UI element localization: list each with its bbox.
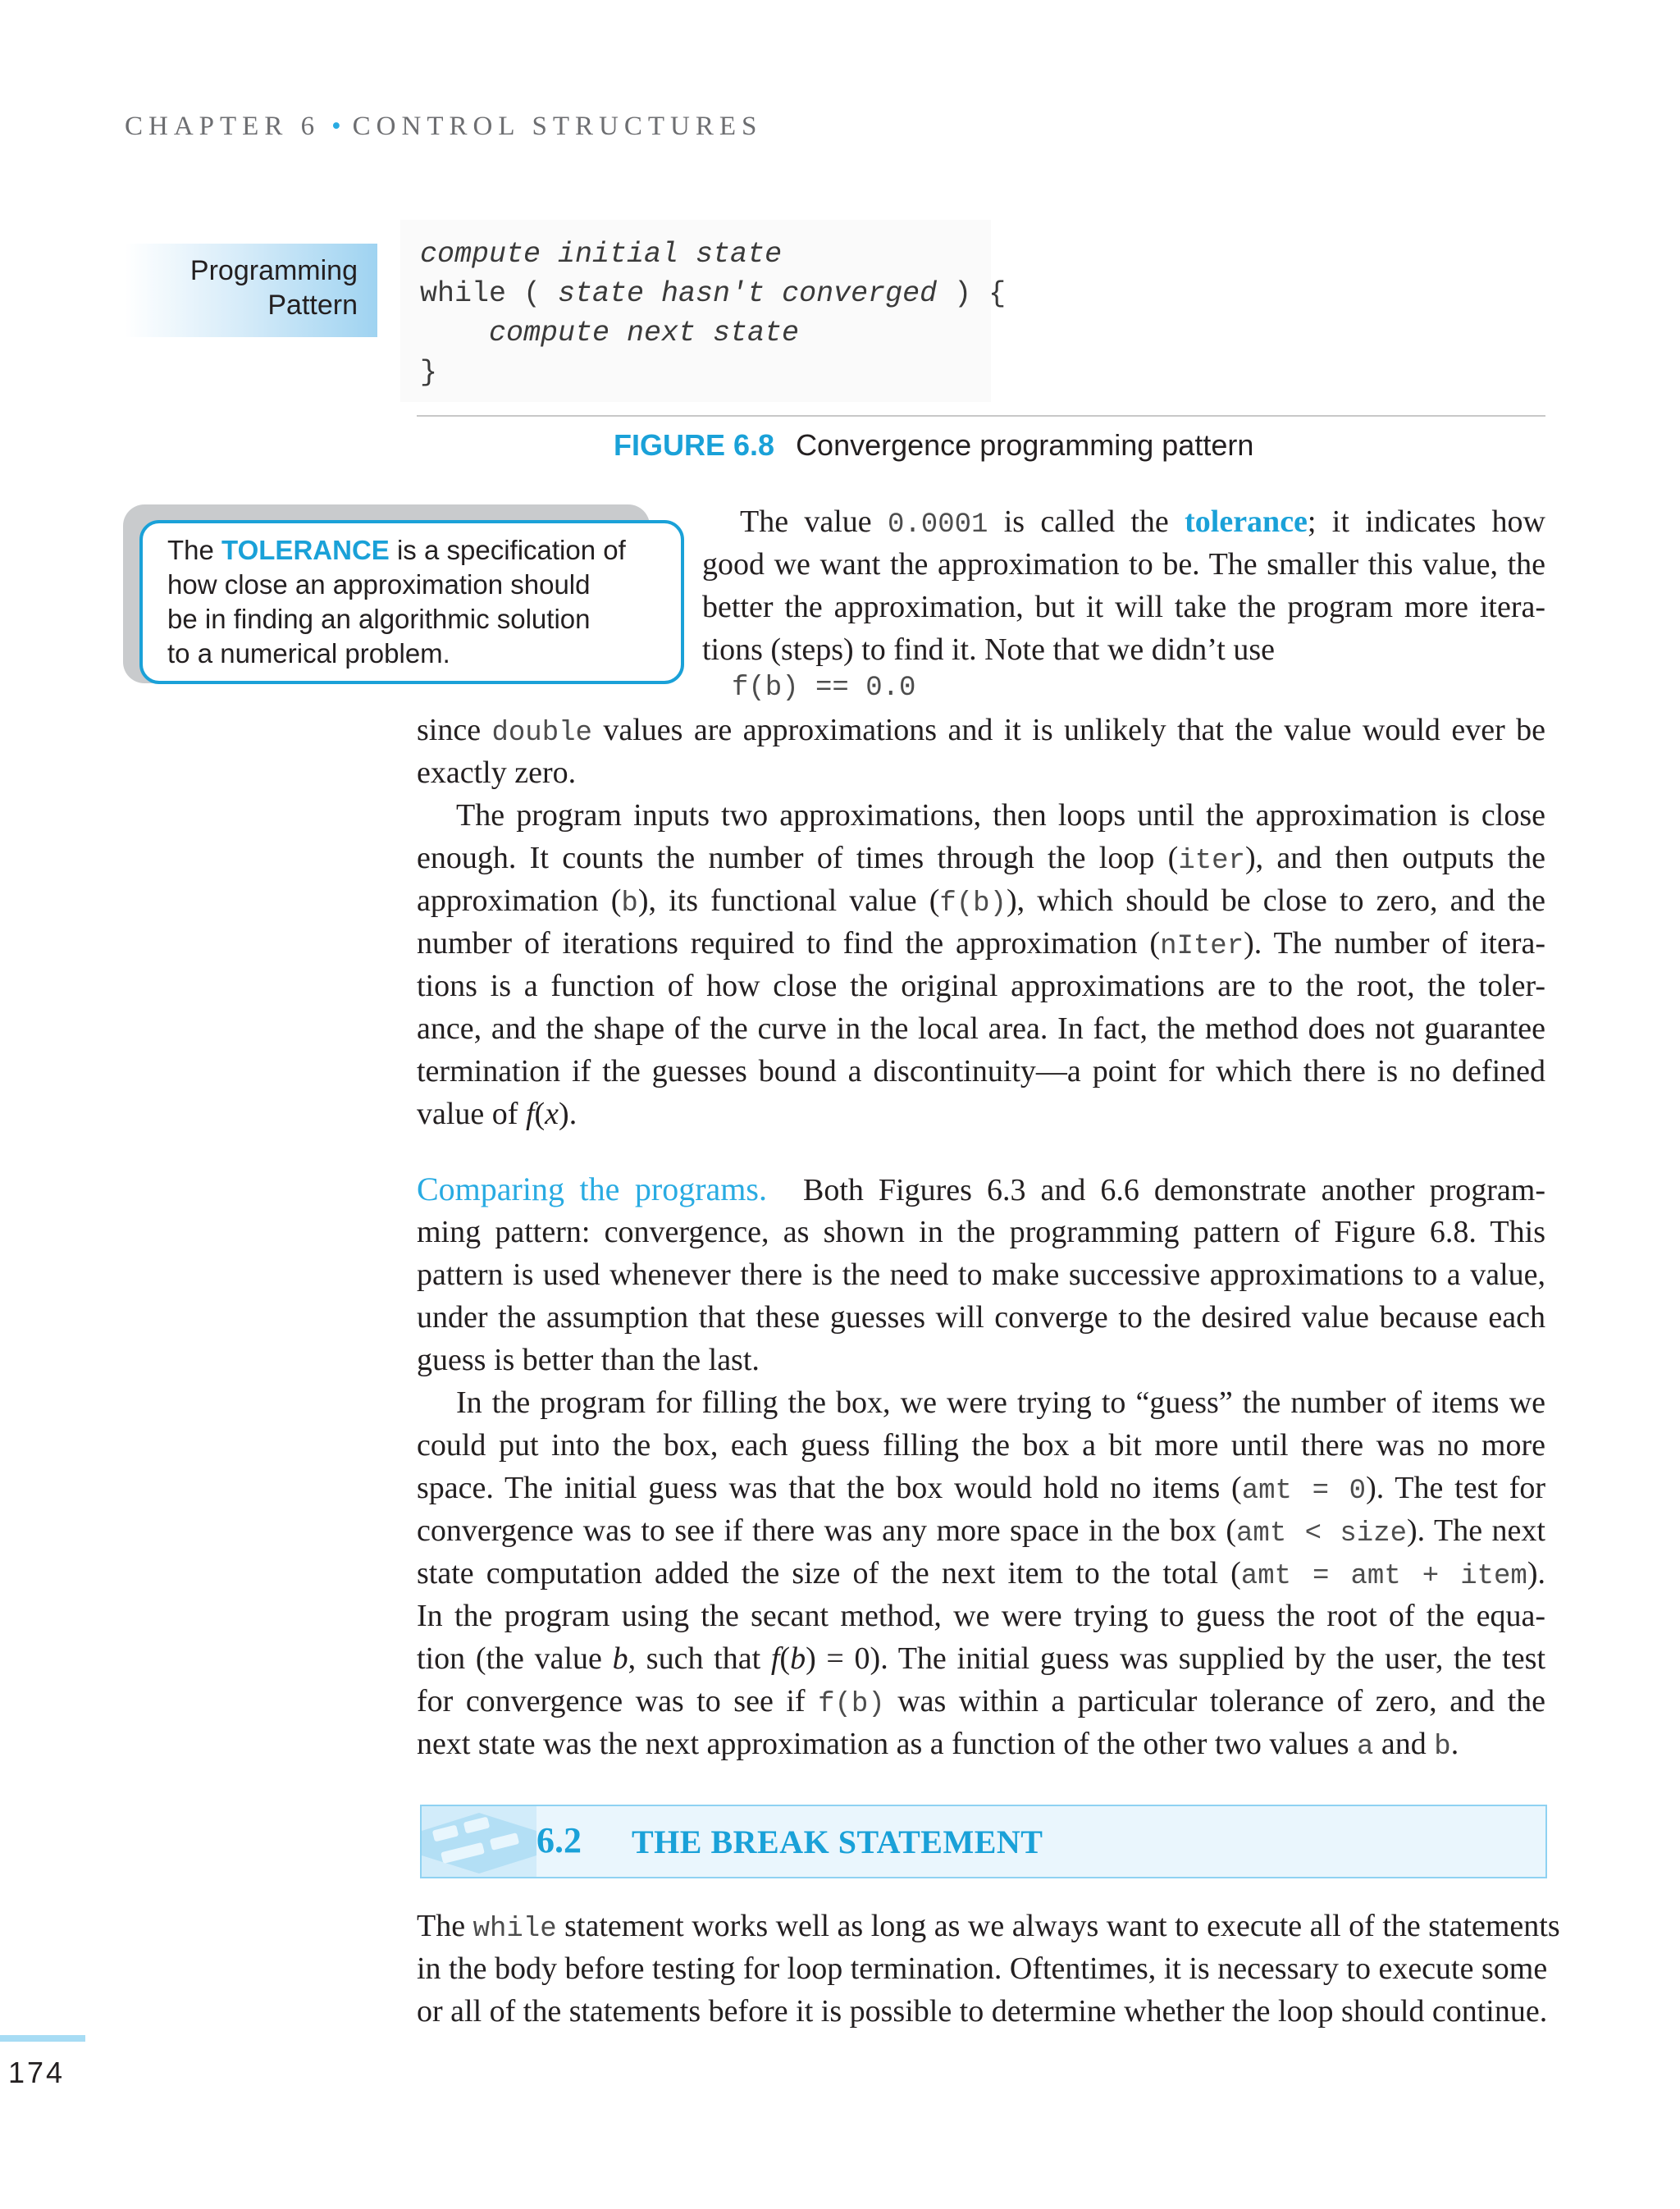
para1-line-6: exactly zero. <box>417 755 577 790</box>
para4-line-2: could put into the box, each guess filling the box a bit more until there was no more <box>417 1428 1545 1463</box>
callout-text: is a specification of <box>389 535 626 565</box>
code-open-brace: ) { <box>937 277 1007 310</box>
para5-line-3: or all of the statements before it is possible to determine whether the loop should continue. <box>417 1994 1548 2029</box>
tolerance-definition-callout <box>139 520 684 684</box>
section-title: THE BREAK STATEMENT <box>632 1823 1043 1860</box>
para3-line-2: ming pattern: convergence, as shown in the programming pattern of Figure 6.8. This <box>417 1215 1545 1249</box>
running-head-separator: • <box>331 112 341 141</box>
para4-line-4: convergence was to see if there was any more space in the box (amt < size). The next <box>417 1513 1545 1549</box>
para1-line-3: better the approximation, but it will take the program more itera- <box>702 590 1545 624</box>
para4-line-6: In the program using the secant method, we were trying to guess the root of the equa- <box>417 1599 1545 1633</box>
programming-pattern-tab <box>125 244 377 337</box>
callout-line-3: be in finding an algorithmic solution <box>167 604 591 634</box>
code-line-4: } <box>420 356 438 389</box>
running-head <box>125 112 762 142</box>
para4-line-9: next state was the next approximation as a function of the other two values a and b. <box>417 1727 1459 1763</box>
para1-line-4: tions (steps) to find it. Note that we didn’t use <box>702 632 1275 667</box>
para2-line-3: approximation (b), its functional value (f(b)), which should be close to zero, and the <box>417 883 1546 920</box>
keyboard-icon <box>422 1806 536 1877</box>
para3-line-5: guess is better than the last. <box>417 1343 760 1377</box>
para2-line-7: termination if the guesses bound a discontinuity—a point for which there is no defined <box>417 1054 1545 1089</box>
para4-line-8: for convergence was to see if f(b) was within a particular tolerance of zero, and the <box>417 1684 1545 1720</box>
figure-label: FIGURE 6.8 <box>614 428 775 462</box>
callout-line-4: to a numerical problem. <box>167 638 450 669</box>
para2-line-1: The program inputs two approximations, then loops until the approximation is close <box>456 798 1545 833</box>
para1-line-5: since double values are approximations and it is unlikely that the value would ever be <box>417 713 1546 749</box>
para2-line-5: tions is a function of how close the original approximations are to the root, the toler- <box>417 969 1545 1003</box>
code-condition: state hasn't converged <box>558 277 938 310</box>
para5-line-1: The while statement works well as long as we always want to execute all of the statements <box>417 1909 1560 1945</box>
code-line-2 <box>420 277 1006 310</box>
figure-caption <box>614 428 1253 463</box>
para3-line-4: under the assumption that these guesses will converge to the desired value because each <box>417 1300 1545 1335</box>
para5-line-2: in the body before testing for loop termination. Oftentimes, it is necessary to execute some <box>417 1951 1548 1986</box>
callout-text: The <box>167 535 222 565</box>
running-head-title: CONTROL STRUCTURES <box>352 112 763 141</box>
code-line-1: compute initial state <box>420 238 783 271</box>
para3-line-1: Comparing the programs. Both Figures 6.3 and 6.6 demonstrate another program- <box>417 1171 1545 1207</box>
para1-line-1: The value 0.0001 is called the tolerance; it indicates how <box>740 504 1546 541</box>
running-head-chapter: CHAPTER 6 <box>125 112 321 141</box>
pattern-tab-line1: Programming <box>189 255 358 286</box>
run-in-heading: Comparing the programs. <box>417 1171 767 1207</box>
para4-line-1: In the program for filling the box, we were trying to “guess” the number of items we <box>456 1385 1545 1420</box>
code-line-3: compute next state <box>489 317 800 349</box>
page-number: 174 <box>8 2056 66 2089</box>
para4-line-3: space. The initial guess was that the box would hold no items (amt = 0). The test for <box>417 1471 1546 1507</box>
para2-line-6: ance, and the shape of the curve in the local area. In fact, the method does not guarantee <box>417 1011 1545 1046</box>
code-while-keyword: while ( <box>420 277 559 310</box>
callout-line-2: how close an approximation should <box>167 569 591 600</box>
para2-line-8: value of f(x). <box>417 1097 578 1131</box>
para1-line-2: good we want the approximation to be. The smaller this value, the <box>702 547 1545 582</box>
figure-rule <box>417 415 1545 417</box>
para2-line-2: enough. It counts the number of times through the loop (iter), and then outputs the <box>417 841 1546 877</box>
para2-line-4: number of iterations required to find the approximation (nIter). The number of itera- <box>417 926 1546 962</box>
para4-line-5: state computation added the size of the next item to the total (amt = amt + item). <box>417 1556 1545 1592</box>
callout-term: TOLERANCE <box>221 535 390 565</box>
para3-line-3: pattern is used whenever there is the need to make successive approximations to a value, <box>417 1257 1545 1292</box>
page-number-rule <box>0 2035 85 2042</box>
para4-line-7: tion (the value b, such that f(b) = 0). The initial guess was supplied by the user, the test <box>417 1641 1545 1676</box>
callout-line-1 <box>167 535 626 566</box>
tolerance-term: tolerance <box>1185 504 1308 539</box>
pattern-tab-line2: Pattern <box>267 290 358 321</box>
code-comparison: f(b) == 0.0 <box>732 673 916 704</box>
section-number: 6.2 <box>536 1820 582 1860</box>
figure-caption-text: Convergence programming pattern <box>796 428 1254 462</box>
